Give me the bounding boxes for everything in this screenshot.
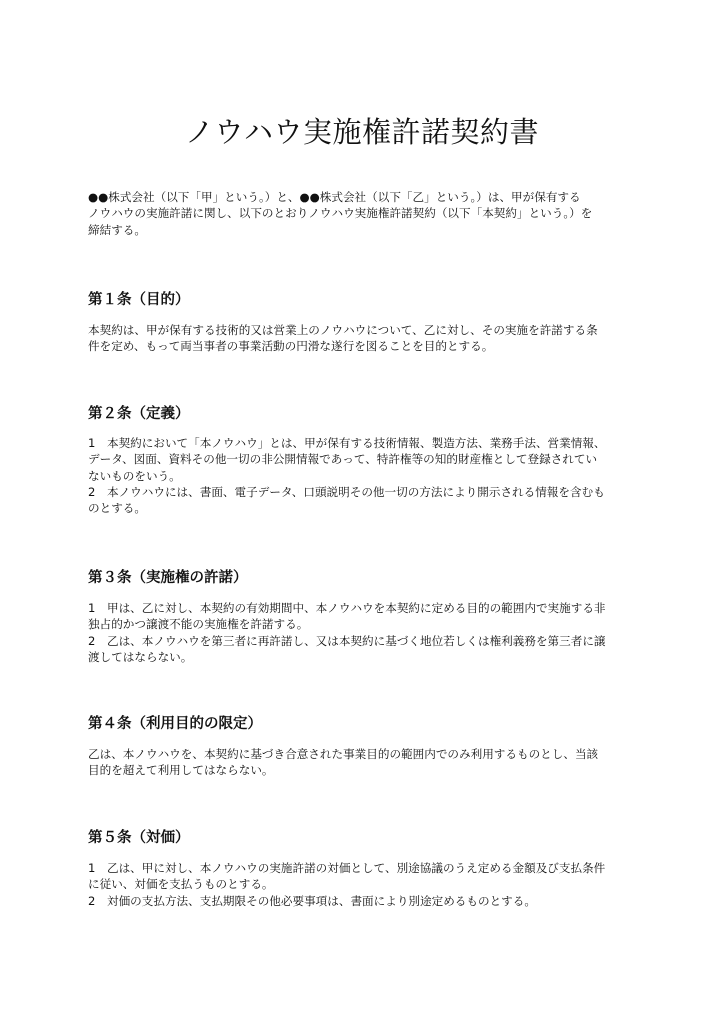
article-line: 本契約は、甲が保有する技術的又は営業上のノウハウについて、乙に対し、その実施を許諾する条 <box>88 323 598 337</box>
article-5-heading: 第５条（対価） <box>88 830 190 846</box>
article-line: 2 乙は、本ノウハウを第三者に再許諾し、又は本契約に基づく地位若しくは権利義務を第三者に譲 <box>88 633 606 648</box>
article-3-heading: 第３条（実施権の許諾） <box>88 570 248 586</box>
article-4-heading: 第４条（利用目的の限定） <box>88 716 262 732</box>
article-line: 渡してはならない。 <box>88 649 193 664</box>
article-line: のとする。 <box>88 501 146 516</box>
article-line: に従い、対価を支払うものとする。 <box>88 877 274 892</box>
article-line: 独占的かつ譲渡不能の実施権を許諾する。 <box>88 617 309 632</box>
article-3-body <box>88 600 648 665</box>
article-line: 2 対価の支払方法、支払期限その他必要事項は、書面により別途定めるものとする。 <box>88 893 536 908</box>
preamble-line: ●●株式会社（以下「甲」という。）と、●●株式会社（以下「乙」という。）は、甲が保有する <box>88 190 581 204</box>
article-2-heading: 第２条（定義） <box>88 406 190 422</box>
article-2-body <box>88 435 648 516</box>
article-line: 目的を超えて利用してはならない。 <box>88 763 274 778</box>
article-line: 1 甲は、乙に対し、本契約の有効期間中、本ノウハウを本契約に定める目的の範囲内で実施する非 <box>88 601 606 615</box>
article-line: 1 本契約において「本ノウハウ」とは、甲が保有する技術情報、製造方法、業務手法、営業情報、 <box>88 436 606 450</box>
article-line: ないものをいう。 <box>88 468 181 483</box>
article-5-body <box>88 860 648 909</box>
article-line: 件を定め、もって両当事者の事業活動の円滑な遂行を図ることを目的とする。 <box>88 339 494 354</box>
article-line: 乙は、本ノウハウを、本契約に基づき合意された事業目的の範囲内でのみ利用するものとし、当該 <box>88 747 599 761</box>
article-1-heading: 第１条（目的） <box>88 292 190 308</box>
preamble-line: 締結する。 <box>88 222 146 237</box>
document-title: ノウハウ実施権許諾契約書 <box>184 115 539 149</box>
preamble-line: ノウハウの実施許諾に関し、以下のとおりノウハウ実施権許諾契約（以下「本契約」という。）を <box>88 206 593 221</box>
article-line: 1 乙は、甲に対し、本ノウハウの実施許諾の対価として、別途協議のうえ定める金額及び支払条件 <box>88 861 606 875</box>
preamble <box>88 189 648 238</box>
article-1-body <box>88 322 648 355</box>
article-line: 2 本ノウハウには、書面、電子データ、口頭説明その他一切の方法により開示される情報を含むも <box>88 484 605 499</box>
article-4-body <box>88 746 648 779</box>
article-line: データ、図面、資料その他一切の非公開情報であって、特許権等の知的財産権として登録されてい <box>88 452 598 467</box>
